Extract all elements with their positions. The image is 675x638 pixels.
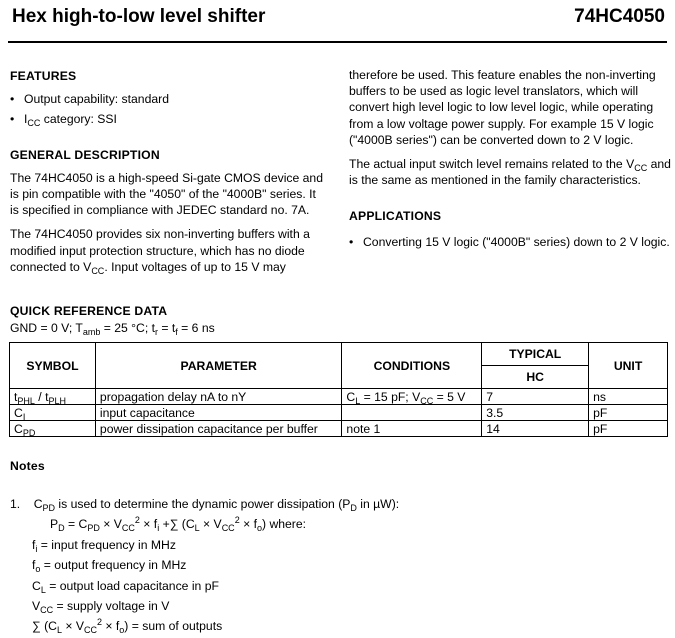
cell-conditions: note 1 — [342, 421, 482, 437]
feature-text: Output capability: standard — [24, 92, 169, 107]
cell-symbol: $t_{PHL} / t_{PLH}$ — [10, 389, 96, 405]
cell-hc: 14 — [482, 421, 589, 437]
page-title: Hex high-to-low level shifter — [12, 6, 266, 27]
application-text: Converting 15 V logic ("4000B" series) down to 2 V logic. — [363, 234, 670, 249]
application-item — [349, 234, 671, 250]
column-header-hc: HC — [482, 366, 589, 389]
features-heading: FEATURES — [10, 69, 77, 83]
cell-unit: pF — [589, 421, 668, 437]
definition-line: $f_i$ = input frequency in MHz — [32, 537, 176, 554]
note-1-text: 1. $C_{PD}$ is used to determine the dynamic power dissipation ($P_D$ in µW): — [10, 497, 400, 513]
cell-parameter: power dissipation capacitance per buffer — [95, 421, 342, 437]
description-paragraph: The 74HC4050 provides six non-inverting buffers with a modified input protection structure, which has no diode connected to $V_{CC}$. Input voltages of up to 15 V may — [10, 227, 310, 276]
quick-reference-heading: QUICK REFERENCE DATA — [10, 304, 168, 318]
cell-parameter: input capacitance — [95, 405, 342, 421]
cell-unit: ns — [589, 389, 668, 405]
cell-symbol: $C_I$ — [10, 405, 96, 421]
column-header-typical: TYPICAL — [482, 343, 589, 366]
feature-text: $I_{CC}$ category: SSI — [24, 112, 117, 129]
general-description-heading: GENERAL DESCRIPTION — [10, 147, 160, 162]
left-column — [10, 68, 328, 283]
quick-reference-section — [10, 303, 672, 336]
column-header-parameter: PARAMETER — [95, 343, 342, 389]
cell-conditions — [342, 405, 482, 421]
bullet-icon: • — [349, 234, 354, 249]
description-paragraph: therefore be used. This feature enables the non-inverting buffers to be used as logic level translators, which will convert high level logic to low level logic, while operating from a low voltage power supply. For example 15 V logic ("4000B series") can be converted down to 2 V logic. — [349, 68, 656, 147]
notes-heading: Notes — [10, 459, 45, 473]
header-divider — [8, 41, 667, 43]
column-header-unit: UNIT — [589, 343, 668, 389]
table-row — [10, 421, 668, 437]
description-paragraph: The actual input switch level remains related to the $V_{CC}$ and is the same as mentioned in the family characteristics. — [349, 157, 671, 188]
cell-unit: pF — [589, 405, 668, 421]
test-conditions: GND = 0 V; $T_{amb} = 25$ °C; $t_r = t_f = 6$ ns — [10, 321, 215, 337]
definition-line: $f_o$ = output frequency in MHz — [32, 558, 187, 575]
definition-line: ∑ $(C_L \times V_{CC}^2 \times f_o)$ = sum of outputs — [32, 617, 223, 636]
note-1 — [10, 494, 670, 637]
feature-item — [10, 91, 328, 107]
bullet-icon: • — [10, 112, 15, 127]
cell-hc: 3.5 — [482, 405, 589, 421]
cell-hc: 7 — [482, 389, 589, 405]
definition-line: $C_L$ = output load capacitance in pF — [32, 578, 219, 595]
applications-heading: APPLICATIONS — [349, 209, 442, 224]
table-row — [10, 389, 668, 405]
definition-line: $V_{CC}$ = supply voltage in V — [32, 599, 170, 616]
right-column — [349, 67, 671, 254]
cell-conditions: $C_L = 15$ pF; $V_{CC} = 5$ V — [342, 389, 482, 405]
description-paragraph: The 74HC4050 is a high-speed Si-gate CMOS device and is pin compatible with the "4050" of the "4000B" series. It is specified in compliance with JEDEC standard no. 7A. — [10, 170, 323, 218]
feature-item — [10, 111, 328, 127]
column-header-conditions: CONDITIONS — [342, 343, 482, 389]
bullet-icon: • — [10, 92, 15, 107]
quick-reference-table — [9, 342, 668, 437]
power-formula: $P_D = C_{PD} \times V_{CC}^2 \times f_i$ +∑ $(C_L \times V_{CC}^2 \times f_o)$ where: — [50, 515, 307, 534]
cell-parameter: propagation delay nA to nY — [95, 389, 342, 405]
cell-symbol: $C_{PD}$ — [10, 421, 96, 437]
table-row — [10, 405, 668, 421]
part-number: 74HC4050 — [574, 6, 665, 27]
column-header-symbol: SYMBOL — [10, 343, 96, 389]
